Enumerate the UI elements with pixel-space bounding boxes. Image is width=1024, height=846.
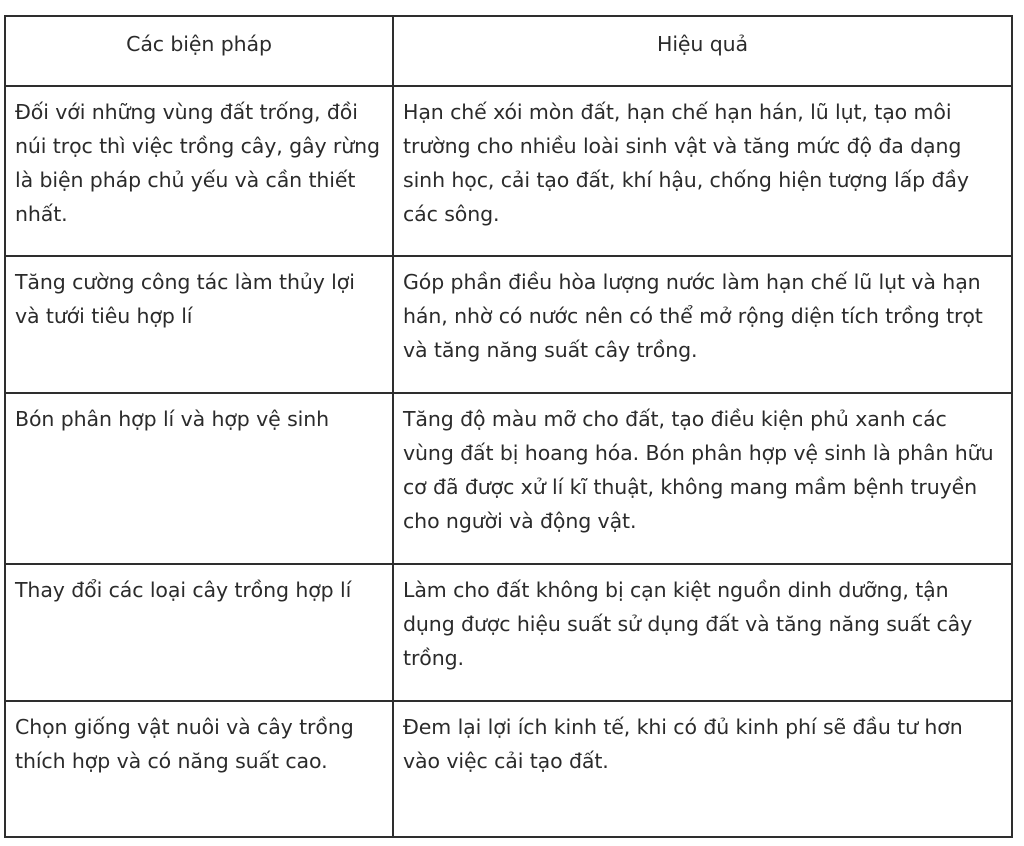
- effect-cell: Góp phần điều hòa lượng nước làm hạn chế lũ lụt và hạn hán, nhờ có nước nên có thể mở rộng diện tích trồng trọt và tăng năng suất cây trồng.: [393, 256, 1012, 393]
- table-row: [5, 564, 1012, 701]
- effect-cell: Hạn chế xói mòn đất, hạn chế hạn hán, lũ lụt, tạo môi trường cho nhiều loài sinh vật và tăng mức độ đa dạng sinh học, cải tạo đất, khí hậu, chống hiện tượng lấp đầy các sông.: [393, 86, 1012, 256]
- measure-cell: Thay đổi các loại cây trồng hợp lí: [5, 564, 393, 701]
- effect-cell: Làm cho đất không bị cạn kiệt nguồn dinh dưỡng, tận dụng được hiệu suất sử dụng đất và tăng năng suất cây trồng.: [393, 564, 1012, 701]
- effect-cell: Tăng độ màu mỡ cho đất, tạo điều kiện phủ xanh các vùng đất bị hoang hóa. Bón phân hợp vệ sinh là phân hữu cơ đã được xử lí kĩ thuật, không mang mầm bệnh truyền cho người và động vật.: [393, 393, 1012, 564]
- effect-cell: Đem lại lợi ích kinh tế, khi có đủ kinh phí sẽ đầu tư hơn vào việc cải tạo đất.: [393, 701, 1012, 837]
- measure-cell: Đối với những vùng đất trống, đồi núi trọc thì việc trồng cây, gây rừng là biện pháp chủ yếu và cần thiết nhất.: [5, 86, 393, 256]
- table-row: [5, 86, 1012, 256]
- table-row: [5, 393, 1012, 564]
- table-row: [5, 256, 1012, 393]
- table-row: [5, 701, 1012, 837]
- measure-cell: Chọn giống vật nuôi và cây trồng thích hợp và có năng suất cao.: [5, 701, 393, 837]
- measures-table: [4, 15, 1013, 838]
- table-header-row: [5, 16, 1012, 86]
- header-effects: Hiệu quả: [393, 16, 1012, 86]
- measure-cell: Bón phân hợp lí và hợp vệ sinh: [5, 393, 393, 564]
- measure-cell: Tăng cường công tác làm thủy lợi và tưới tiêu hợp lí: [5, 256, 393, 393]
- header-measures: Các biện pháp: [5, 16, 393, 86]
